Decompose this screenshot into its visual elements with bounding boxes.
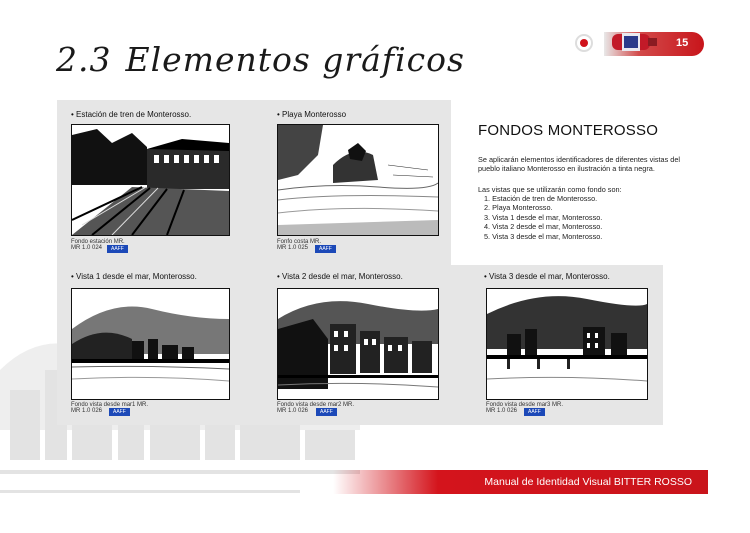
section-title: Elementos gráficos	[125, 40, 465, 79]
file-code: MR 1.0 025	[277, 245, 309, 251]
page-number: 15	[676, 37, 689, 49]
card-caption: • Vista 1 desde el mar, Monterosso.	[71, 272, 197, 281]
card-caption: • Estación de tren de Monterosso.	[71, 110, 192, 119]
illustration-train-station	[71, 124, 230, 236]
illustration-view-1	[71, 288, 230, 400]
card-caption: • Vista 3 desde el mar, Monterosso.	[484, 272, 610, 281]
aaff-badge: AAFF	[315, 245, 336, 253]
section-heading: FONDOS MONTEROSSO	[478, 122, 659, 139]
card-caption: • Playa Monterosso	[277, 110, 347, 119]
card-caption: • Vista 2 desde el mar, Monterosso.	[277, 272, 403, 281]
aaff-badge: AAFF	[316, 408, 337, 416]
illustration-view-3	[486, 288, 648, 400]
file-name: Fondo vista desde mar1 MR.	[71, 402, 149, 408]
footer-text: Manual de Identidad Visual BITTER ROSSO	[484, 476, 692, 488]
list-item: 3. Vista 1 desde el mar, Monterosso.	[484, 212, 603, 222]
views-list	[484, 194, 602, 241]
file-code: MR 1.0 026	[71, 408, 103, 414]
page-title	[56, 40, 465, 79]
illustration-beach	[277, 124, 439, 236]
views-intro: Las vistas que se utilizarán como fondo son:	[478, 185, 622, 194]
file-code: MR 1.0 026	[486, 408, 518, 414]
aaff-badge: AAFF	[107, 245, 128, 253]
list-item: 2. Playa Monterosso.	[484, 203, 553, 213]
bottle-icon	[612, 20, 658, 64]
list-item: 5. Vista 3 desde el mar, Monterosso.	[484, 231, 603, 241]
red-dot-icon	[577, 36, 591, 50]
list-item: 1. Estación de tren de Monterosso.	[484, 194, 598, 203]
section-number: 2.3	[56, 40, 112, 79]
illustration-view-2	[277, 288, 439, 400]
file-code: MR 1.0 024	[71, 245, 103, 251]
list-item: 4. Vista 2 desde el mar, Monterosso.	[484, 222, 603, 232]
aaff-badge: AAFF	[109, 408, 130, 416]
file-code: MR 1.0 026	[277, 408, 309, 414]
file-name: Fondo vista desde mar3 MR.	[486, 402, 564, 408]
section-description: Se aplicarán elementos identificadores de diferentes vistas del pueblo italiano Monterosso en ilustración a tinta negra.	[478, 155, 680, 173]
file-name: Fondo estación MR.	[71, 239, 125, 245]
file-name: Fonfo costa MR.	[277, 239, 322, 245]
aaff-badge: AAFF	[524, 408, 545, 416]
file-name: Fondo vista desde mar2 MR.	[277, 402, 355, 408]
footer-bar	[333, 470, 708, 494]
